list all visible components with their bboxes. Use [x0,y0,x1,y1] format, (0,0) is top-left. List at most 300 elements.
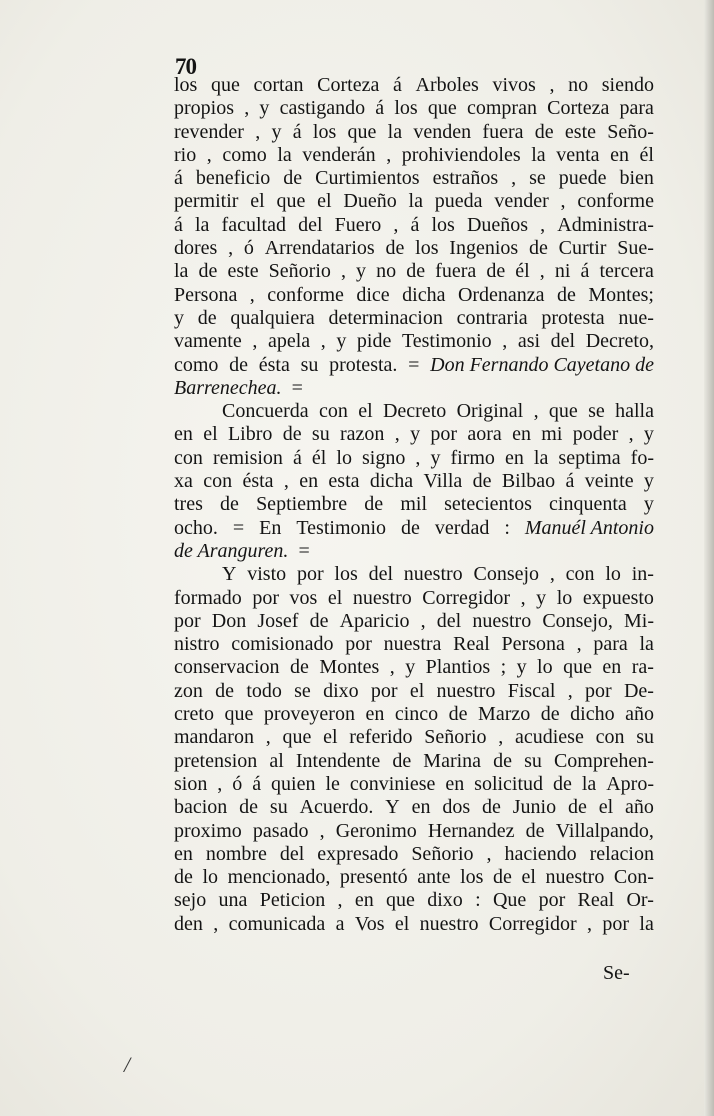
word: nuestro [436,679,496,702]
word: comisionado [231,633,334,656]
word: comunicada [228,912,326,935]
word: Corteza [317,74,380,96]
word: el [250,190,265,213]
text-line [174,517,654,540]
word: Arboles [415,74,479,96]
word: , [511,167,517,190]
page-edge [704,0,714,1116]
word: , [319,819,325,842]
word: de [229,353,249,376]
word: den [174,912,203,935]
word: los [415,237,439,260]
word: y [356,260,367,283]
word: , [498,726,504,749]
word: , [420,609,426,632]
word: conviniese [349,772,436,795]
word: Original [456,400,524,423]
word: él [639,143,654,166]
word: apela [267,330,311,353]
word: y [271,120,282,143]
word: dixo [323,679,359,702]
word: ; [500,656,507,679]
word: solicitud [474,772,544,795]
word: en [174,423,193,446]
word: Concuerda [222,400,309,423]
word: ésta [242,470,274,493]
word: ni [554,260,571,283]
word: Ordenanza [457,283,545,306]
word: , [244,97,250,120]
word: zon [174,679,203,702]
word: de [557,283,576,306]
word: contraria [456,306,528,329]
text-line [174,913,654,936]
word: Ingenios [449,237,519,260]
word: de [567,796,587,819]
word: con [174,446,203,469]
catchword: Se- [603,962,630,984]
word: nuestro [545,866,605,889]
word: , [255,120,261,143]
word: por [602,912,630,935]
word: conforme [577,190,654,213]
word: la [195,213,210,236]
text-line [174,610,654,633]
word: su [269,796,288,819]
word: en [602,656,622,679]
word: el [317,190,332,213]
word: de [528,237,548,260]
word: Persona [174,283,238,306]
word: la [277,143,292,166]
text-line [174,470,654,493]
word: la [387,120,403,143]
word: lo [605,563,621,586]
word: que [224,703,254,726]
word: del [298,213,323,236]
word: vivos [492,74,536,96]
word: á [292,446,302,469]
word: , [539,260,545,283]
word: Don Fernando Cayetano de [430,353,654,376]
word: cinquenta [549,493,627,516]
word: nuestro [403,563,463,586]
word: en [174,842,193,865]
word: con [318,400,348,423]
word: por [252,586,279,609]
word: el [521,866,536,889]
word: por [538,889,566,912]
word: á [252,772,262,795]
word: expuesto [582,586,654,609]
word: bien [619,167,654,190]
word: firmo [450,446,495,469]
word: de [174,866,193,889]
word: que [282,726,312,749]
word: veinte [584,470,634,493]
word: expresado [317,842,399,865]
word: Manuél Antonio [524,516,654,539]
word: , [567,679,573,702]
word: = [298,539,310,562]
word: á [292,120,302,143]
word: como [174,353,219,376]
word: qualquiera [230,306,315,329]
word: de [392,749,412,772]
word: razon [340,423,385,446]
word: de [486,260,506,283]
word: de [282,423,302,446]
word: como [222,143,267,166]
word: de [553,772,572,795]
word: vender [494,190,549,213]
word: Villa [423,470,463,493]
text-line [174,260,654,283]
word: , [576,633,582,656]
word: de Aranguren. [174,539,289,562]
word: , [549,563,555,586]
word: , [389,656,395,679]
word: , [415,446,421,469]
word: que [427,97,457,120]
word: de [493,749,513,772]
word: nombre [205,842,267,865]
word: el [394,912,410,935]
word: la [408,190,423,213]
word: = [232,516,245,539]
text-line [174,633,654,656]
word: creto [174,703,214,726]
word: , [628,423,634,446]
word: dixo [427,889,463,912]
word: Barrenechea. [174,376,282,399]
word: Seño- [607,120,654,143]
text-block [174,74,654,936]
word: su [524,749,542,772]
word: estraños [432,167,499,190]
word: para [593,633,628,656]
word: venderán [302,143,376,166]
word: esta [328,470,360,493]
word: acudiese [514,726,584,749]
word: = [408,353,420,376]
word: Montes [319,656,380,679]
word: fo- [630,446,654,469]
word: , [587,912,593,935]
word: sejo [174,889,207,912]
word: halla [615,400,654,423]
word: á [375,97,385,120]
word: todo [246,679,282,702]
word: pueda [434,190,483,213]
word: se [294,679,311,702]
word: ante [417,866,451,889]
word: el [203,423,218,446]
word: su [311,423,330,446]
word: lo [537,656,553,679]
word: visto [247,563,287,586]
word: por [585,679,612,702]
word: prohiviendoles [401,143,521,166]
word: del [279,842,305,865]
word: y [536,586,547,609]
word: conforme [267,283,344,306]
word: revender [174,120,244,143]
word: y [643,493,654,516]
word: : [475,889,481,912]
word: y [405,656,416,679]
word: rio [174,143,197,166]
word: él [515,260,530,283]
word: no [376,260,397,283]
word: los [174,74,198,96]
word: de [364,493,384,516]
word: del [550,330,576,353]
word: Fuero [334,213,382,236]
word: Septiembre [256,493,348,516]
word: la [174,260,189,283]
word: remision [212,446,283,469]
word: de [309,609,329,632]
word: fuera [482,120,524,143]
text-line [174,796,654,819]
word: en [445,772,465,795]
word: los [334,563,358,586]
word: á [565,470,575,493]
word: bacion [174,796,228,819]
word: relacion [589,842,654,865]
word: signo [362,446,406,469]
word: Villalpando, [555,819,654,842]
word: de [525,819,545,842]
word: de [283,167,303,190]
word: Libro [227,423,273,446]
word: á [174,167,183,190]
word: en [411,796,431,819]
word: , [533,400,539,423]
word: en [504,446,524,469]
word: septima [558,446,621,469]
word: siendo [601,74,654,96]
text-line [174,493,654,516]
text-line [174,74,654,97]
word: de [534,120,554,143]
word: pasado [252,819,309,842]
word: le [325,772,340,795]
word: , [206,143,212,166]
page-number: 70 [175,54,196,79]
word: Plantios [425,656,491,679]
word: lo [336,446,352,469]
word: , [502,330,508,353]
word: Señorio [268,260,331,283]
word: el [327,586,343,609]
word: Real [453,633,490,656]
text-line [174,540,654,563]
word: puede [558,167,607,190]
word: , [549,74,555,96]
word: en [610,143,629,166]
word: Testimonio [296,516,387,539]
word: que [210,74,240,96]
word: la [639,633,654,656]
word: mandaron [174,726,254,749]
word: , [520,586,526,609]
word: , [340,260,346,283]
word: Consejo [473,563,540,586]
word: nistro [174,633,220,656]
word: por [174,609,201,632]
word: por [370,679,398,702]
word: se [588,400,605,423]
word: , [283,470,289,493]
word: Y [222,563,237,586]
word: , [386,143,392,166]
word: formado [174,586,242,609]
word: su [636,726,654,749]
word: ó [243,237,254,260]
word: Josef [257,609,299,632]
word: con [203,470,233,493]
word: Señorio [411,842,474,865]
word: determinacion [328,306,443,329]
word: Geronimo [335,819,417,842]
text-line [174,447,654,470]
word: Consejo, [542,609,613,632]
word: dice [356,283,390,306]
word: Corregidor [488,912,577,935]
word: : [504,516,510,539]
word: referido [349,726,413,749]
word: cortan [253,74,304,96]
word: , [265,726,271,749]
word: protesta [541,306,605,329]
word: mil [400,493,427,516]
word: Corteza [547,97,610,120]
word: Don [211,609,247,632]
word: año [625,703,654,726]
word: Marina [423,749,482,772]
word: nuestro [352,586,412,609]
word: Con- [613,866,654,889]
word: este [227,260,259,283]
word: nuestra [383,633,442,656]
word: a [335,912,345,935]
word: poder [572,423,619,446]
word: quien [271,772,316,795]
word: vamente [174,330,242,353]
text-line [174,587,654,610]
word: venden [413,120,472,143]
margin-mark: / [124,1052,131,1077]
word: , [252,330,258,353]
word: propios [174,97,234,120]
word: Decreto [382,400,447,423]
word: , [540,213,546,236]
word: Dueño [343,190,397,213]
word: y [430,446,441,469]
word: y [336,330,347,353]
word: dicha [369,470,414,493]
word: setecientos [444,493,532,516]
word: de [215,679,235,702]
word: presentó [339,866,408,889]
word: la [581,772,597,795]
word: Señorio [424,726,487,749]
word: el [409,679,425,702]
word: aora [467,423,502,446]
word: sion [174,772,208,795]
word: Curtimientos [315,167,420,190]
word: los [312,120,337,143]
word: de [482,796,501,819]
word: mi [541,423,563,446]
word: del [436,609,462,632]
word: Bilbao [501,470,556,493]
word: xa [174,470,193,493]
word: Montes; [588,283,654,306]
word: por [296,563,324,586]
word: , [337,889,343,912]
word: proximo [174,819,242,842]
word: mencionado, [227,866,331,889]
word: la [533,446,549,469]
word: y [174,306,184,329]
text-line [174,680,654,703]
word: la [531,143,546,166]
word: Decreto, [585,330,654,353]
word: su [300,353,319,376]
word: , [217,772,223,795]
word: dores [174,237,218,260]
word: nuestro [472,609,532,632]
word: dos [442,796,471,819]
word: Arrendatarios [264,237,375,260]
word: Corregidor [422,586,511,609]
word: dicho [570,703,615,726]
word: , [320,330,326,353]
word: este [564,120,596,143]
text-line [174,423,654,446]
word: conservacion [174,656,280,679]
word: Or- [626,889,654,912]
word: De- [623,679,654,702]
text-line [174,190,654,213]
word: el [598,796,614,819]
word: los [394,97,418,120]
word: y [259,97,270,120]
word: que [386,889,415,912]
text-line [174,214,654,237]
text-line [174,284,654,307]
word: Junio [512,796,557,819]
word: Real [577,889,615,912]
word: de [448,703,468,726]
text-line [174,889,654,912]
word: Curtir [558,237,607,260]
text-line [174,377,654,400]
text-line [174,773,654,796]
word: verdad [434,516,490,539]
word: Persona [501,633,565,656]
word: nuestro [419,912,479,935]
word: y [643,470,654,493]
word: que [347,120,377,143]
text-line [174,703,654,726]
word: haciendo [504,842,577,865]
word: en [299,470,319,493]
word: la [639,912,654,935]
